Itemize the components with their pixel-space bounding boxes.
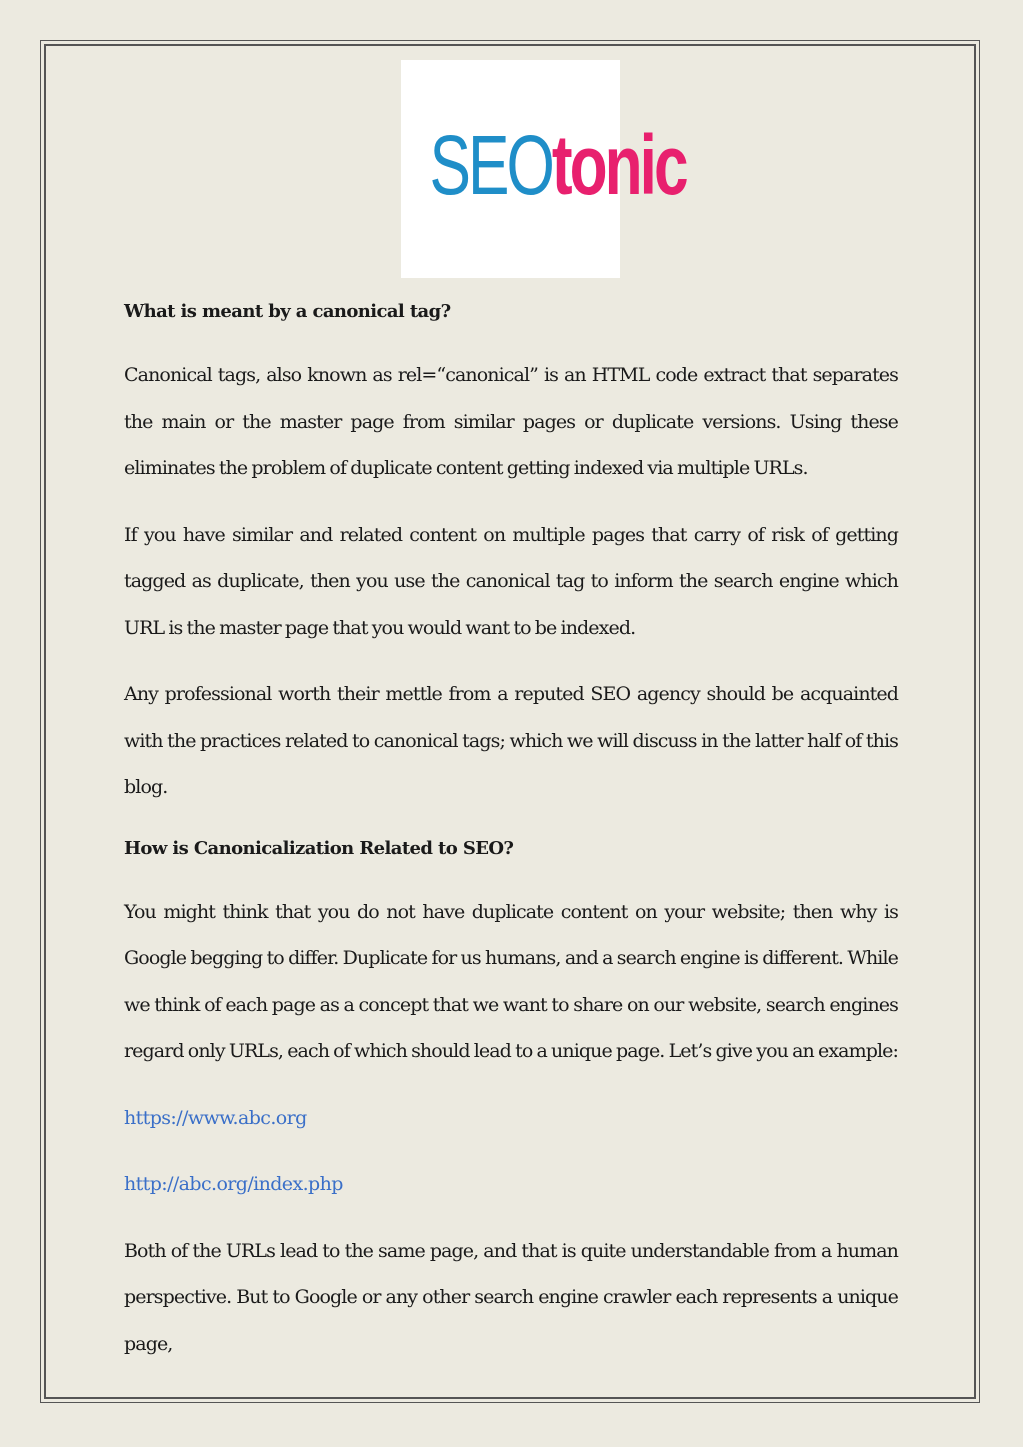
link-abc-index[interactable]: http://abc.org/index.php bbox=[124, 1173, 343, 1195]
paragraph-4: You might think that you do not have duplicate content on your website; then why is Google begging to differ. Duplicate for us humans, and a search engine is different. While we think of each page as a concept that we want to share on our website, search engines regard only URLs, each of which should lead to a unique page. Let’s give you an example: bbox=[124, 900, 898, 1062]
logo-tonic-text: tonic bbox=[551, 118, 686, 212]
paragraph-3: Any professional worth their mettle from a reputed SEO agency should be acquainted with the practices related to canonical tags; which we will discuss in the latter half of this blog. bbox=[124, 683, 898, 798]
logo-seo-text: SEO bbox=[429, 118, 552, 212]
paragraph-1: Canonical tags, also known as rel=“canonical” is an HTML code extract that separates the main or the master page from similar pages or duplicate versions. Using these eliminates the problem of duplicate content getting indexed via multiple URLs. bbox=[124, 364, 898, 479]
link-abc-https[interactable]: https://www.abc.org bbox=[124, 1106, 307, 1129]
article-body bbox=[124, 294, 898, 1387]
seotonic-logo bbox=[401, 60, 686, 278]
paragraph-2: If you have similar and related content on multiple pages that carry of risk of getting tagged as duplicate, then you use the canonical tag to inform the search engine which URL is the master page that you would want to be indexed. bbox=[124, 523, 898, 639]
heading-canonicalization-seo: How is Canonicalization Related to SEO? bbox=[124, 837, 514, 859]
heading-canonical-tag: What is meant by a canonical tag? bbox=[124, 301, 451, 322]
logo-wordmark bbox=[429, 115, 686, 215]
paragraph-5: Both of the URLs lead to the same page, and that is quite understandable from a human perspective. But to Google or any other search engine crawler each represents a unique page, bbox=[124, 1239, 898, 1355]
